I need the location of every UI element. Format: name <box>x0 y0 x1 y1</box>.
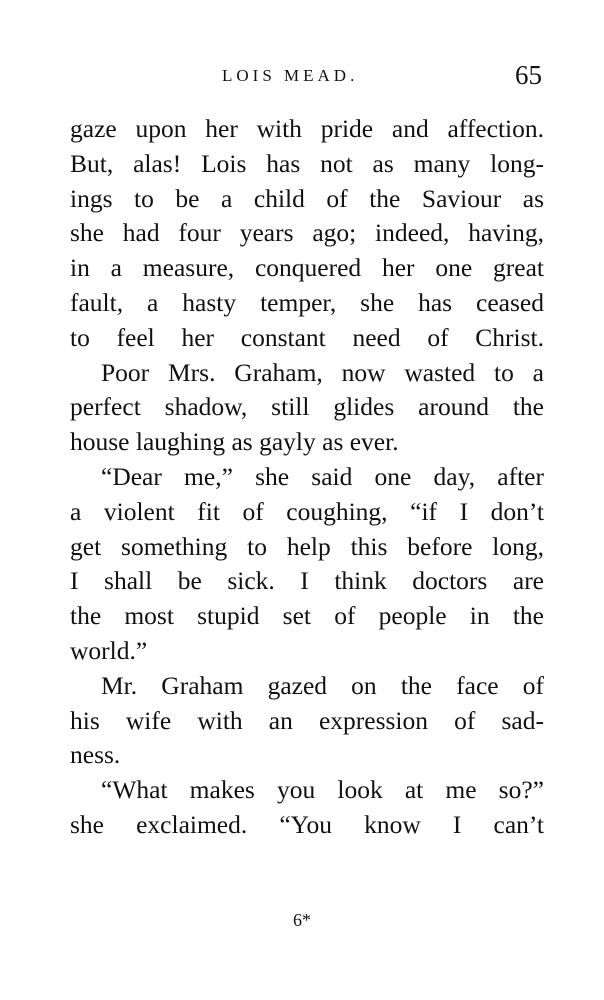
text-line: to feel her constant need of Christ. <box>70 322 544 352</box>
text-line: the most stupid set of people in the <box>70 601 544 631</box>
page-number: 65 <box>515 60 542 90</box>
signature-mark: 6* <box>293 910 311 930</box>
text-line: “What makes you look at me so?” <box>101 775 544 805</box>
text-line: a violent fit of coughing, “if I don’t <box>70 496 544 526</box>
text-line: she exclaimed. “You know I can’t <box>70 809 544 839</box>
body-text <box>70 112 544 843</box>
text-line: in a measure, conquered her one great <box>70 253 544 283</box>
text-line: But, alas! Lois has not as many long- <box>70 148 544 178</box>
running-head: LOIS MEAD. <box>222 66 359 85</box>
page-header <box>70 60 544 94</box>
text-line: “Dear me,” she said one day, after <box>101 461 544 491</box>
text-line: house laughing as gayly as ever. <box>70 427 399 457</box>
text-line: Poor Mrs. Graham, now wasted to a <box>101 357 544 387</box>
text-line: Mr. Graham gazed on the face of <box>101 670 544 700</box>
text-line: I shall be sick. I think doctors are <box>70 566 544 596</box>
text-line: his wife with an expression of sad- <box>70 705 544 735</box>
text-line: gaze upon her with pride and affection. <box>70 114 544 143</box>
text-line: world.” <box>70 635 148 665</box>
text-line: ings to be a child of the Saviour as <box>70 183 544 213</box>
text-line: fault, a hasty temper, she has ceased <box>70 287 544 317</box>
text-line: get something to help this before long, <box>70 531 544 561</box>
text-line: ness. <box>70 740 121 770</box>
text-line: perfect shadow, still glides around the <box>70 392 544 422</box>
text-line: she had four years ago; indeed, having, <box>70 218 544 248</box>
